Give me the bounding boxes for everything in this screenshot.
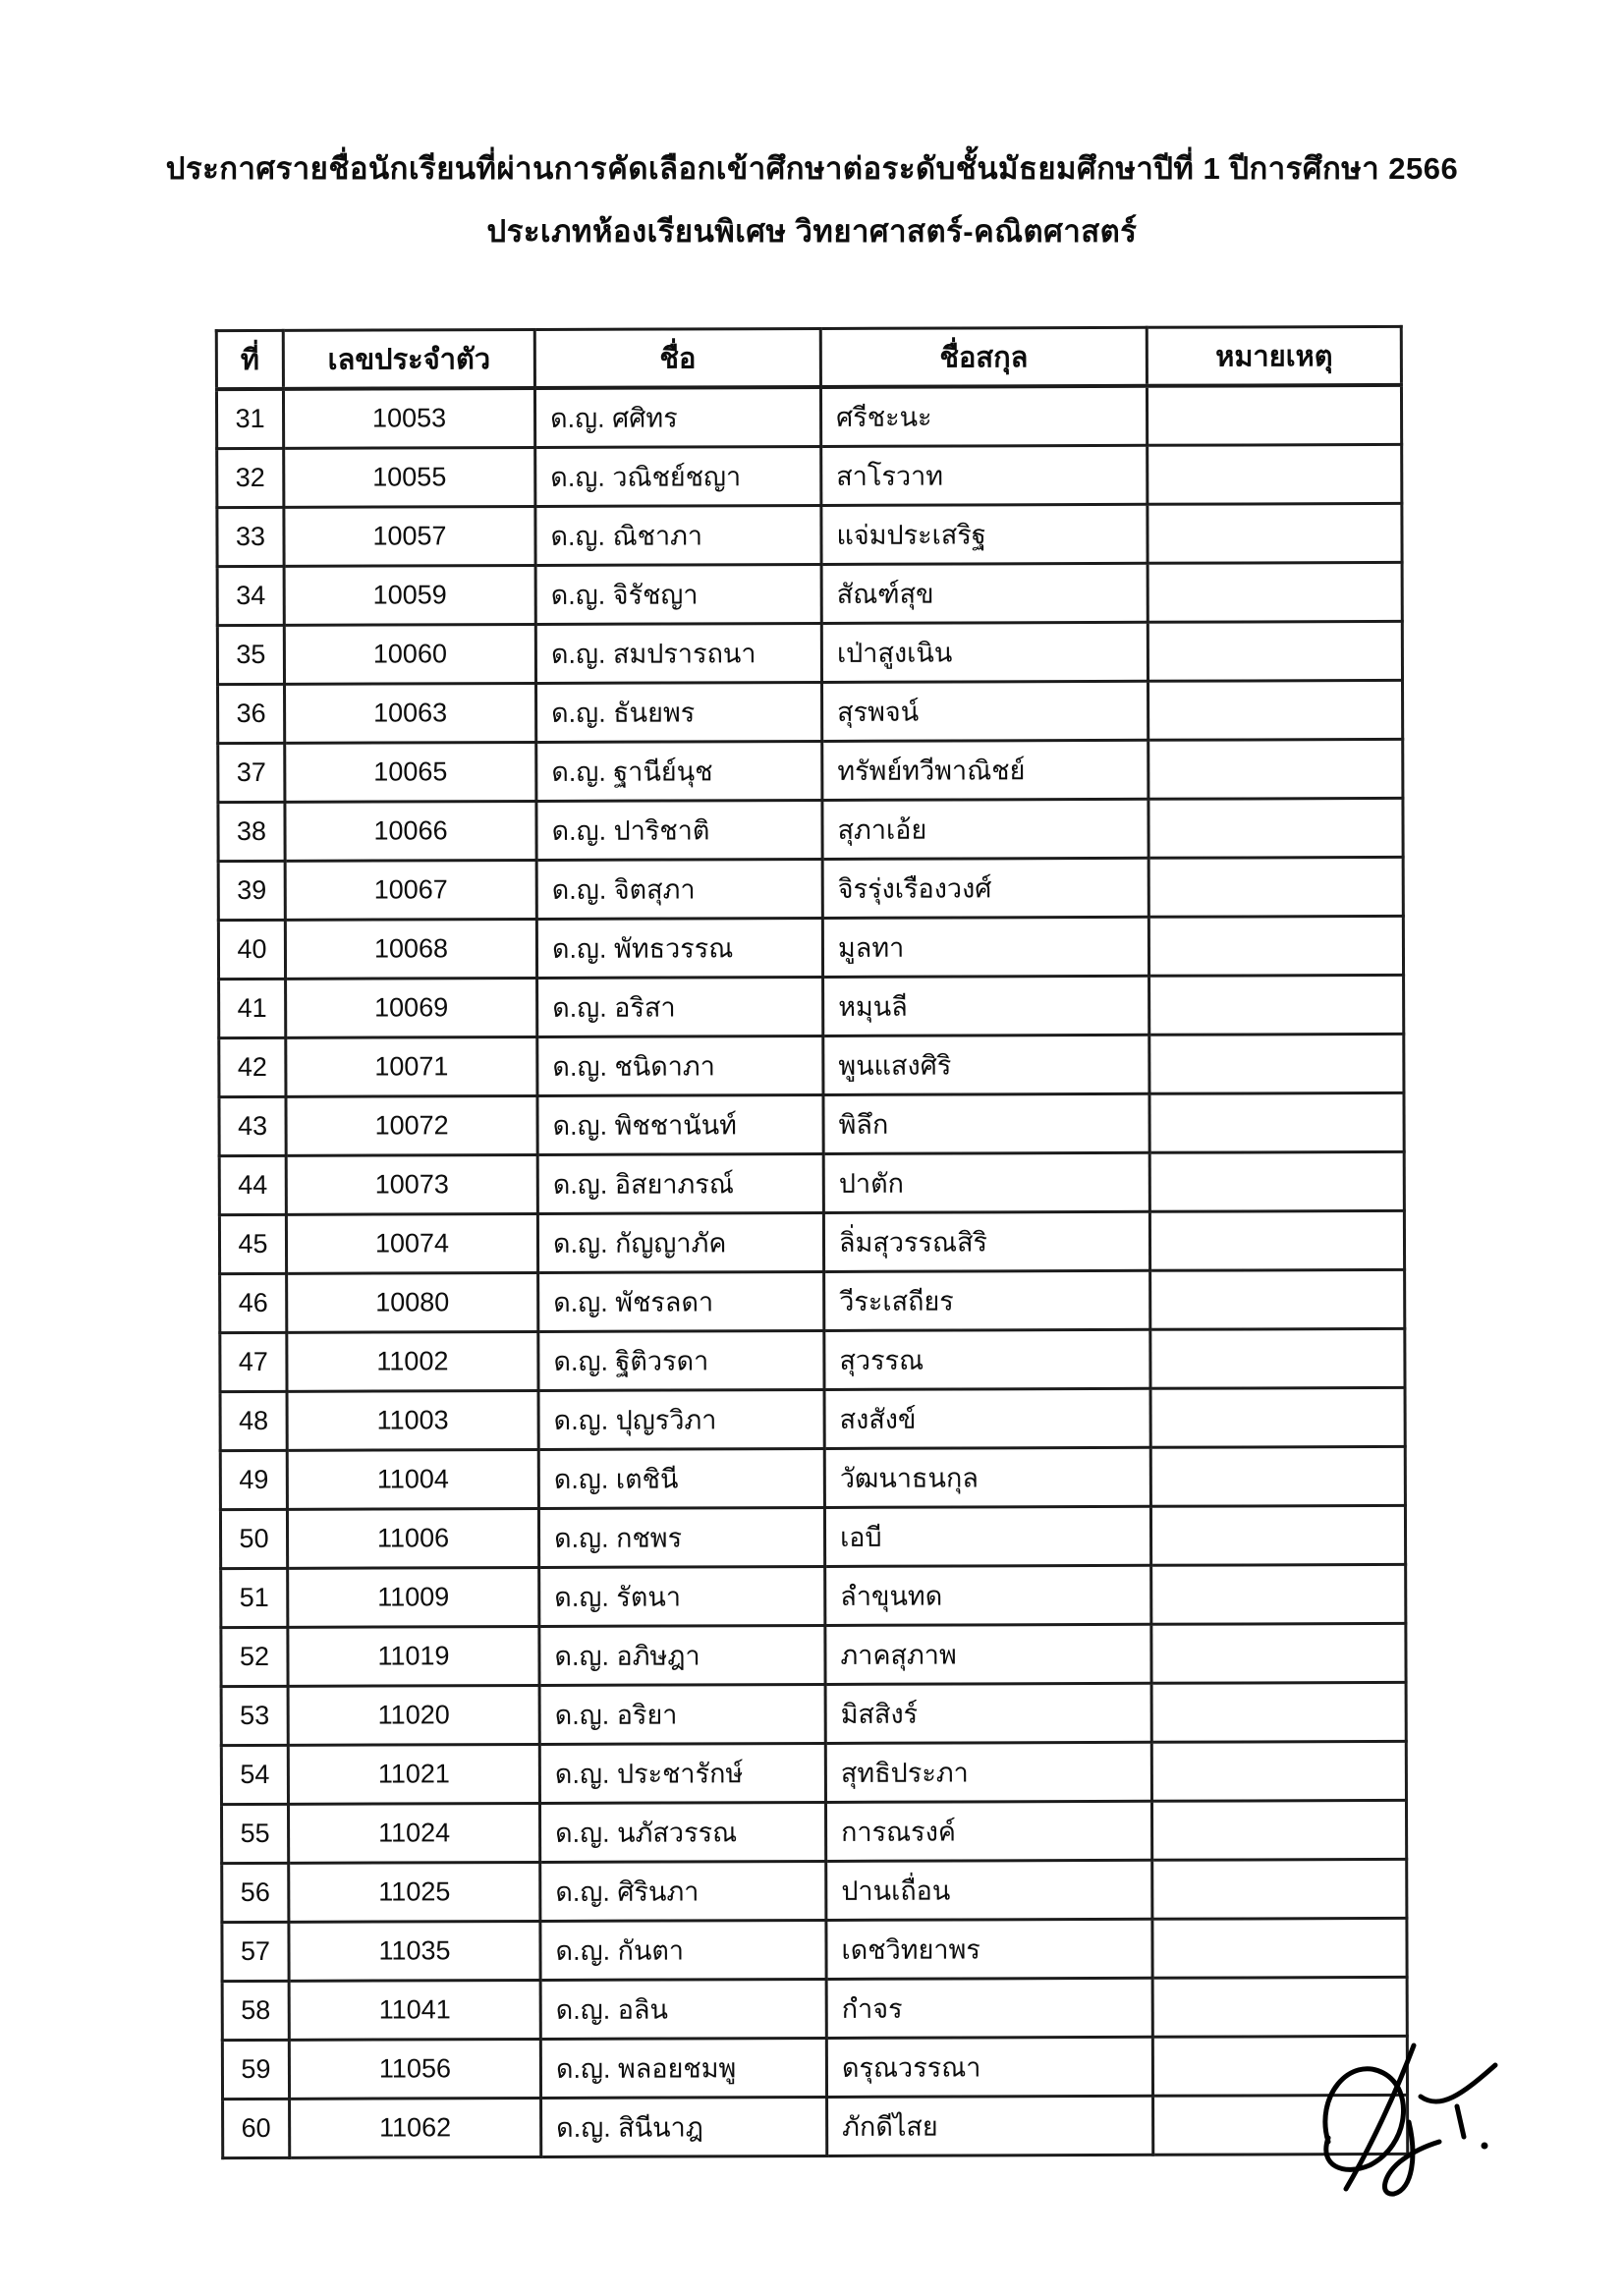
cell-first-name: ด.ญ. ประชารักษ์ — [539, 1743, 825, 1803]
cell-no: 41 — [219, 979, 286, 1037]
col-header-id: เลขประจำตัว — [283, 329, 534, 388]
cell-remark — [1149, 1210, 1404, 1270]
cell-id: 10059 — [284, 565, 535, 625]
col-header-surname: ชื่อสกุล — [820, 327, 1147, 387]
cell-id: 11062 — [290, 2098, 541, 2157]
cell-remark — [1150, 1328, 1405, 1388]
cell-remark — [1148, 739, 1403, 799]
cell-no: 53 — [221, 1686, 288, 1745]
cell-id: 10065 — [285, 742, 536, 802]
cell-remark — [1148, 503, 1402, 563]
cell-id: 10067 — [285, 860, 536, 920]
cell-remark — [1148, 444, 1402, 504]
cell-id: 10055 — [284, 447, 535, 507]
cell-first-name: ด.ญ. ณิชาภา — [535, 505, 821, 565]
cell-first-name: ด.ญ. พัชรลดา — [538, 1271, 824, 1331]
cell-first-name: ด.ญ. กัญญาภัค — [537, 1212, 823, 1272]
cell-id: 10060 — [284, 624, 535, 684]
cell-first-name: ด.ญ. ศศิทร — [534, 387, 820, 448]
cell-surname: สุภาเอ้ย — [822, 799, 1148, 859]
cell-no: 56 — [222, 1863, 289, 1922]
cell-remark — [1150, 1387, 1405, 1447]
cell-no: 51 — [221, 1568, 288, 1627]
cell-surname: สงสังข์ — [824, 1388, 1150, 1448]
cell-surname: ภักดีไสย — [827, 2096, 1153, 2156]
cell-remark — [1147, 385, 1401, 445]
cell-first-name: ด.ญ. ฐิติวรดา — [538, 1330, 824, 1390]
table-row — [221, 1741, 1406, 1804]
table-row — [220, 1328, 1405, 1391]
student-table-body — [216, 385, 1407, 2158]
cell-no: 37 — [218, 743, 285, 802]
table-row — [218, 916, 1403, 979]
cell-remark — [1152, 1859, 1407, 1919]
cell-surname: พิลึก — [823, 1093, 1149, 1153]
table-row — [218, 680, 1403, 743]
cell-first-name: ด.ญ. ปาริชาติ — [536, 800, 822, 860]
cell-first-name: ด.ญ. พิชชานันท์ — [537, 1094, 823, 1154]
table-row — [219, 975, 1404, 1037]
cell-surname: สุรพจน์ — [822, 681, 1148, 741]
cell-id: 11019 — [288, 1626, 539, 1686]
cell-remark — [1150, 1446, 1405, 1506]
cell-remark — [1148, 798, 1403, 858]
cell-remark — [1150, 1505, 1405, 1565]
cell-surname: ปานเถื่อน — [826, 1860, 1152, 1920]
cell-first-name: ด.ญ. กันตา — [540, 1920, 826, 1980]
cell-surname: เดชวิทยาพร — [826, 1919, 1152, 1979]
cell-id: 11041 — [289, 1980, 540, 2040]
cell-id: 10069 — [286, 978, 537, 1037]
table-row — [219, 1092, 1404, 1155]
cell-first-name: ด.ญ. อิสยาภรณ์ — [537, 1153, 823, 1213]
cell-remark — [1148, 621, 1402, 681]
table-row — [221, 1564, 1406, 1627]
cell-surname: วัฒนาธนกุล — [824, 1447, 1150, 1507]
cell-no: 55 — [221, 1804, 288, 1863]
col-header-remark: หมายเหตุ — [1147, 326, 1401, 385]
cell-surname: การณรงค์ — [825, 1801, 1151, 1861]
cell-id: 10068 — [285, 919, 536, 979]
cell-remark — [1148, 857, 1403, 917]
cell-remark — [1149, 1034, 1404, 1093]
cell-remark — [1148, 916, 1403, 976]
cell-first-name: ด.ญ. ชนิดาภา — [537, 1036, 823, 1095]
table-row — [221, 1682, 1406, 1745]
table-row — [216, 385, 1401, 449]
cell-surname: ทรัพย์ทวีพาณิชย์ — [822, 740, 1148, 800]
cell-surname: ลิ่มสุวรรณสิริ — [823, 1211, 1149, 1271]
cell-id: 10073 — [286, 1154, 537, 1214]
cell-id: 11003 — [287, 1390, 538, 1450]
table-row — [223, 2095, 1408, 2157]
cell-remark — [1151, 1564, 1406, 1624]
cell-no: 50 — [220, 1509, 287, 1568]
cell-id: 10080 — [287, 1272, 538, 1332]
cell-first-name: ด.ญ. ศิรินภา — [540, 1861, 826, 1921]
cell-no: 45 — [219, 1214, 286, 1273]
table-row — [220, 1387, 1405, 1450]
cell-id: 11009 — [288, 1567, 539, 1627]
cell-remark — [1151, 1741, 1406, 1801]
cell-no: 35 — [217, 625, 284, 684]
table-row — [219, 1210, 1404, 1273]
signature-descender — [1384, 2122, 1439, 2194]
cell-id: 11021 — [288, 1744, 539, 1804]
header-row — [216, 326, 1401, 389]
cell-id: 10074 — [286, 1213, 537, 1273]
signature-topstroke — [1421, 2065, 1495, 2101]
cell-no: 46 — [220, 1273, 287, 1332]
table-row — [217, 444, 1402, 507]
student-table — [215, 325, 1409, 2159]
cell-remark — [1149, 1092, 1404, 1152]
table-row — [218, 739, 1403, 802]
cell-no: 38 — [218, 802, 285, 861]
table-row — [221, 1800, 1406, 1863]
cell-no: 36 — [218, 684, 285, 743]
cell-surname: สาโรวาท — [821, 445, 1148, 505]
cell-surname: ศรีชะนะ — [820, 386, 1147, 447]
cell-first-name: ด.ญ. พัทธวรรณ — [536, 918, 822, 978]
cell-no: 54 — [221, 1745, 288, 1804]
cell-no: 44 — [219, 1155, 286, 1214]
cell-first-name: ด.ญ. อภิษฎา — [539, 1625, 825, 1685]
cell-id: 10057 — [284, 506, 535, 566]
cell-id: 11025 — [289, 1862, 540, 1922]
cell-first-name: ด.ญ. ธันยพร — [536, 682, 822, 742]
cell-remark — [1151, 1800, 1406, 1860]
cell-first-name: ด.ญ. เตชินี — [538, 1448, 824, 1508]
cell-surname: ภาคสุภาพ — [825, 1624, 1151, 1684]
table-row — [220, 1269, 1405, 1332]
cell-first-name: ด.ญ. นภัสวรรณ — [539, 1802, 825, 1862]
table-row — [219, 1034, 1404, 1096]
cell-remark — [1152, 1918, 1407, 1978]
cell-no: 52 — [221, 1627, 288, 1686]
cell-no: 47 — [220, 1332, 287, 1391]
cell-remark — [1148, 680, 1403, 740]
cell-surname: แจ่มประเสริฐ — [821, 504, 1148, 564]
col-header-firstname: ชื่อ — [534, 328, 820, 388]
cell-no: 57 — [222, 1922, 289, 1981]
signature-dot — [1482, 2143, 1488, 2150]
signature-mark — [1295, 2036, 1506, 2208]
cell-no: 32 — [217, 448, 284, 507]
cell-surname: สุทธิประภา — [825, 1742, 1151, 1802]
cell-no: 31 — [216, 389, 283, 449]
cell-no: 49 — [220, 1450, 287, 1509]
cell-id: 11024 — [288, 1803, 539, 1863]
cell-surname: หมุนลี — [823, 976, 1149, 1036]
cell-first-name: ด.ญ. สมปรารถนา — [535, 623, 821, 683]
cell-no: 43 — [219, 1096, 286, 1155]
cell-no: 40 — [218, 920, 285, 979]
cell-id: 10071 — [286, 1036, 537, 1096]
cell-id: 11002 — [287, 1331, 538, 1391]
cell-id: 11035 — [289, 1921, 540, 1981]
table-row — [222, 2036, 1407, 2099]
cell-surname: พูนแสงศิริ — [823, 1035, 1149, 1094]
cell-first-name: ด.ญ. จิตสุภา — [536, 859, 822, 919]
cell-surname: กำจร — [826, 1978, 1152, 2038]
cell-no: 33 — [217, 507, 284, 566]
cell-surname: ปาตัก — [823, 1152, 1149, 1212]
cell-surname: เป่าสูงเนิน — [821, 622, 1148, 682]
cell-id: 10063 — [285, 683, 536, 743]
table-row — [218, 857, 1403, 920]
cell-first-name: ด.ญ. อลิน — [540, 1979, 826, 2039]
table-row — [221, 1623, 1406, 1686]
cell-id: 10066 — [285, 801, 536, 861]
cell-surname: จิรรุ่งเรืองวงศ์ — [822, 858, 1148, 918]
cell-remark — [1149, 975, 1404, 1035]
cell-first-name: ด.ญ. สินีนาฎ — [541, 2097, 827, 2156]
table-row — [222, 1859, 1407, 1922]
signature-tick — [1457, 2106, 1464, 2137]
cell-first-name: ด.ญ. รัตนา — [539, 1566, 825, 1626]
cell-no: 58 — [222, 1981, 289, 2040]
document-title-line1: ประกาศรายชื่อนักเรียนที่ผ่านการคัดเลือกเข้าศึกษาต่อระดับชั้นมัธยมศึกษาปีที่ 1 ปีการศึกษา 2566 — [165, 151, 1459, 186]
cell-surname: มิสสิงร์ — [825, 1683, 1151, 1743]
cell-first-name: ด.ญ. จิรัชญา — [535, 564, 821, 624]
table-row — [220, 1446, 1405, 1509]
cell-surname: สุวรรณ — [824, 1329, 1150, 1389]
table-row — [219, 1151, 1404, 1214]
document-title-line2: ประเภทห้องเรียนพิเศษ วิทยาศาสตร์-คณิตศาสตร์ — [486, 214, 1138, 249]
cell-first-name: ด.ญ. อริยา — [539, 1684, 825, 1744]
cell-id: 10072 — [286, 1095, 537, 1155]
cell-remark — [1150, 1269, 1405, 1329]
cell-remark — [1149, 1151, 1404, 1211]
cell-surname: มูลทา — [822, 917, 1148, 977]
cell-surname: เอบี — [824, 1506, 1150, 1566]
cell-id: 11056 — [289, 2039, 540, 2099]
table-row — [222, 1977, 1407, 2040]
cell-no: 42 — [219, 1037, 286, 1096]
table-row — [220, 1505, 1405, 1568]
cell-no: 59 — [222, 2040, 289, 2099]
student-table-header — [216, 326, 1401, 389]
cell-surname: ลำขุนทด — [825, 1565, 1151, 1625]
cell-no: 34 — [217, 566, 284, 625]
cell-first-name: ด.ญ. วณิชย์ชญา — [535, 446, 821, 506]
cell-id: 11006 — [287, 1508, 538, 1568]
cell-remark — [1148, 562, 1402, 622]
cell-id: 10053 — [283, 388, 534, 448]
cell-remark — [1152, 1977, 1407, 2037]
cell-id: 11020 — [288, 1685, 539, 1745]
table-row — [217, 503, 1402, 566]
cell-no: 60 — [223, 2099, 290, 2157]
cell-no: 48 — [220, 1391, 287, 1450]
table-row — [217, 562, 1402, 625]
table-row — [217, 621, 1402, 684]
cell-surname: ดรุณวรรณา — [826, 2037, 1152, 2097]
cell-remark — [1151, 1682, 1406, 1742]
cell-first-name: ด.ญ. พลอยชมพู — [540, 2038, 826, 2098]
col-header-no: ที่ — [216, 330, 283, 389]
cell-surname: สัณฑ์สุข — [821, 563, 1148, 623]
cell-remark — [1151, 1623, 1406, 1683]
cell-first-name: ด.ญ. ปุญรวิภา — [538, 1389, 824, 1449]
cell-surname: วีระเสถียร — [824, 1270, 1150, 1330]
cell-no: 39 — [218, 861, 285, 920]
cell-id: 11004 — [287, 1449, 538, 1509]
cell-first-name: ด.ญ. กชพร — [538, 1507, 824, 1567]
table-row — [218, 798, 1403, 861]
cell-first-name: ด.ญ. อริสา — [537, 977, 823, 1036]
cell-first-name: ด.ญ. ฐานีย์นุช — [536, 741, 822, 801]
table-row — [222, 1918, 1407, 1981]
